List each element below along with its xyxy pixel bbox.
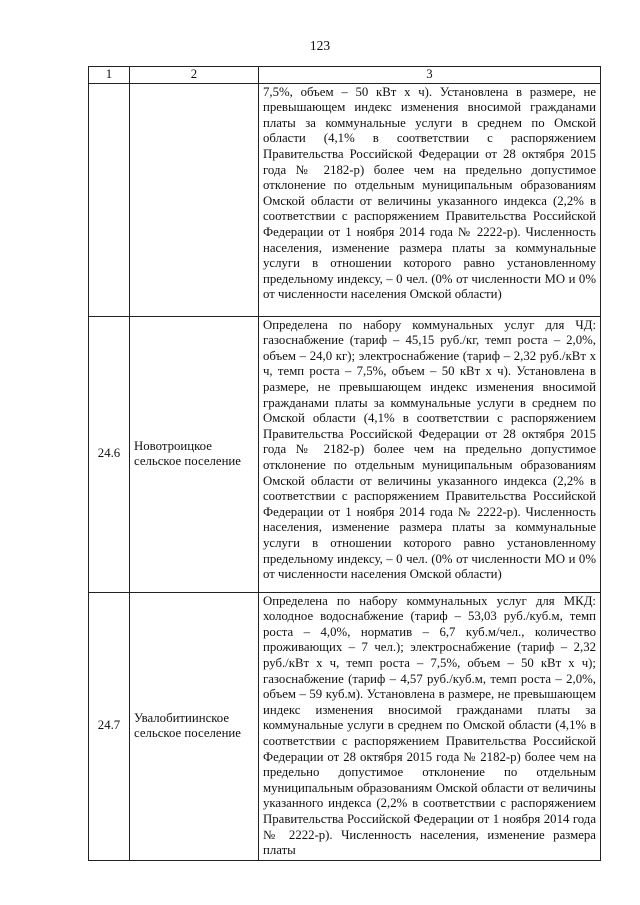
table-row	[89, 316, 601, 592]
row-number	[89, 83, 130, 316]
table-header-row	[89, 67, 601, 84]
table-row	[89, 592, 601, 860]
row-number: 24.7	[89, 592, 130, 860]
column-header-name: 2	[130, 67, 259, 84]
row-number: 24.6	[89, 316, 130, 592]
data-table	[88, 66, 601, 861]
settlement-name	[130, 83, 259, 316]
row-description: Определена по набору коммунальных услуг для МКД: холодное водоснабжение (тариф – 53,03 руб./куб.м, темп роста – 4,0%, норматив – 6,7 куб.м/чел., количество проживающих – 7 чел.); электроснабжение (тариф – 2,32 руб./кВт х ч, темп роста – 7,5%, объем – 50 кВт х ч); газоснабжение (тариф – 4,57 руб./куб.м, темп роста – 2,0%, объем – 59 куб.м). Установлена в размере, не превышающем индекс изменения вносимой гражданами платы за коммунальные услуги в среднем по Омской области (4,1% в соответствии с распоряжением Правительства Российской Федерации от 28 октября 2015 года № 2182-р) более чем на предельно допустимое отклонение по отдельным муниципальным образованиям Омской области от величины указанного индекса (2,2% в соответствии с распоряжением Правительства Российской Федерации от 1 ноября 2014 года № 2222-р). Численность населения, изменение размера платы	[259, 592, 601, 860]
row-description: Определена по набору коммунальных услуг для ЧД: газоснабжение (тариф – 45,15 руб./кг, темп роста – 2,0%, объем – 24,0 кг); электроснабжение (тариф – 2,32 руб./кВт х ч, темп роста – 7,5%, объем – 50 кВт х ч). Установлена в размере, не превышающем индекс изменения вносимой гражданами платы за коммунальные услуги в среднем по Омской области (4,1% в соответствии с распоряжением Правительства Российской Федерации от 28 октября 2015 года № 2182-р) более чем на предельно допустимое отклонение по отдельным муниципальным образованиям Омской области от величины указанного индекса (2,2% в соответствии с распоряжением Правительства Российской Федерации от 1 ноября 2014 года № 2222-р). Численность населения, изменение размера платы за коммунальные услуги в отношении которого равно установленному предельному индексу, – 0 чел. (0% от численности МО и 0% от численности населения Омской области)	[259, 316, 601, 592]
column-header-description: 3	[259, 67, 601, 84]
table-row	[89, 83, 601, 316]
column-header-number: 1	[89, 67, 130, 84]
settlement-name: Новотроицкое сельское поселение	[130, 316, 259, 592]
settlement-name: Увалобитиинское сельское поселение	[130, 592, 259, 860]
row-description: 7,5%, объем – 50 кВт х ч). Установлена в размере, не превышающем индекс изменения вносимой гражданами платы за коммунальные услуги в среднем по Омской области (4,1% в соответствии с распоряжением Правительства Российской Федерации от 28 октября 2015 года № 2182-р) более чем на предельно допустимое отклонение по отдельным муниципальным образованиям Омской области от величины указанного индекса (2,2% в соответствии с распоряжением Правительства Российской Федерации от 1 ноября 2014 года № 2222-р). Численность населения, изменение размера платы за коммунальные услуги в отношении которого равно установленному предельному индексу, – 0 чел. (0% от численности МО и 0% от численности населения Омской области)	[259, 83, 601, 316]
page-number: 123	[309, 38, 331, 53]
